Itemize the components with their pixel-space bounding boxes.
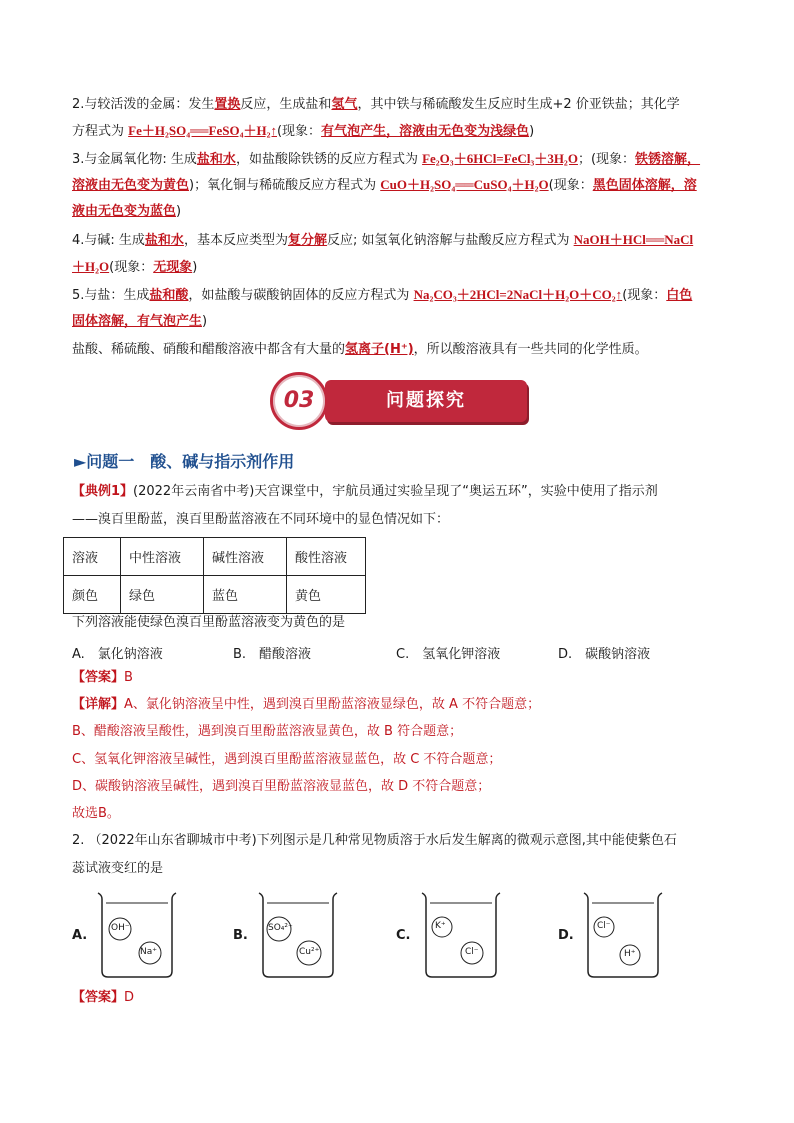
table-cell: 颜色 bbox=[64, 576, 121, 614]
text: (现象： bbox=[109, 260, 154, 275]
equation-fill: Fe＋H₂SO₄══FeSO₄＋H₂↑ bbox=[128, 123, 277, 138]
paragraph-4-line-1 bbox=[72, 231, 693, 250]
example-1-question: 下列溶液能使绿色溴百里酚蓝溶液变为黄色的是 bbox=[72, 615, 346, 630]
text: ) bbox=[176, 204, 182, 219]
table-row bbox=[64, 576, 366, 614]
phenomenon-fill: 固体溶解，有气泡产生 bbox=[72, 314, 203, 329]
ion-label: Cu²⁺ bbox=[299, 947, 320, 957]
detail-line-c: C、氢氧化钾溶液呈碱性，遇到溴百里酚蓝溶液显蓝色，故 C 不符合题意； bbox=[72, 752, 502, 767]
table-cell: 黄色 bbox=[287, 576, 366, 614]
detail-conclusion: 故选B。 bbox=[72, 806, 120, 821]
answer-fill: 盐和水 bbox=[196, 152, 236, 167]
example-tag: 【典例1】 bbox=[72, 484, 134, 499]
answer-value: B bbox=[124, 670, 133, 685]
paragraph-3-line-1 bbox=[72, 150, 700, 169]
table-row bbox=[64, 538, 366, 576]
option-c[interactable]: C. 氢氧化钾溶液 bbox=[396, 647, 501, 662]
beaker-b bbox=[255, 889, 339, 979]
example-1-line-2: ——溴百里酚蓝，溴百里酚蓝溶液在不同环境中的显色情况如下： bbox=[72, 512, 450, 527]
beaker-d-label[interactable]: D. bbox=[558, 928, 574, 943]
beaker-c-label[interactable]: C. bbox=[396, 928, 411, 943]
ion-label: Na⁺ bbox=[140, 947, 157, 957]
text: ，基本反应类型为 bbox=[183, 233, 288, 248]
detail-line-a bbox=[72, 696, 540, 714]
text: (现象： bbox=[548, 178, 593, 193]
text: (现象： bbox=[276, 124, 322, 139]
detail-tag: 【详解】 bbox=[72, 697, 125, 712]
text: ) bbox=[192, 260, 198, 275]
banner-number: 03 bbox=[283, 388, 315, 413]
answer-value: D bbox=[124, 990, 135, 1005]
paragraph-3-line-3 bbox=[72, 203, 181, 221]
ion-label: OH⁻ bbox=[111, 923, 130, 933]
equation-fill: Na₂CO₃＋2HCl=2NaCl＋H₂O＋CO₂↑ bbox=[413, 287, 623, 302]
ion-label: Cl⁻ bbox=[465, 947, 479, 957]
text: )；氧化铜与稀硫酸反应方程式为 bbox=[189, 178, 381, 193]
text: ，如盐酸与碳酸钠固体的反应方程式为 bbox=[188, 288, 414, 303]
beaker-icon bbox=[94, 889, 178, 979]
text: ；(现象： bbox=[577, 152, 636, 167]
table-cell: 酸性溶液 bbox=[287, 538, 366, 576]
beaker-icon bbox=[580, 889, 664, 979]
text: A、氯化钠溶液呈中性，遇到溴百里酚蓝溶液显绿色，故 A 不符合题意； bbox=[124, 697, 541, 712]
banner-title: 问题探究 bbox=[386, 390, 466, 411]
text: (现象： bbox=[622, 288, 667, 303]
table-cell: 蓝色 bbox=[204, 576, 287, 614]
answer-fill: 复分解 bbox=[287, 233, 327, 248]
table-cell: 中性溶液 bbox=[121, 538, 204, 576]
answer-tag: 【答案】 bbox=[72, 670, 125, 685]
text: 3.与金属氧化物: 生成 bbox=[72, 152, 197, 167]
color-table bbox=[63, 537, 366, 614]
text: 2.与较活泼的金属：发生 bbox=[72, 97, 215, 112]
answer-fill: 盐和水 bbox=[144, 233, 184, 248]
text: ，所以酸溶液具有一些共同的化学性质。 bbox=[413, 342, 648, 357]
equation-fill: NaOH＋HCl══NaCl bbox=[573, 232, 694, 247]
text: ，其中铁与稀硫酸发生反应时生成+2 价亚铁盐；其化学 bbox=[357, 97, 680, 112]
beaker-c bbox=[418, 889, 502, 979]
answer-tag: 【答案】 bbox=[72, 990, 125, 1005]
answer-fill: 氢离子(H⁺) bbox=[345, 342, 414, 357]
section-banner bbox=[270, 372, 530, 428]
equation-fill: CuO＋H₂SO₄══CuSO₄＋H₂O bbox=[380, 177, 549, 192]
beaker-d bbox=[580, 889, 664, 979]
text: 盐酸、稀硫酸、硝酸和醋酸溶液中都含有大量的 bbox=[72, 342, 346, 357]
table-cell: 溶液 bbox=[64, 538, 121, 576]
phenomenon-fill: 有气泡产生，溶液由无色变为浅绿色 bbox=[321, 124, 530, 139]
ion-label: SO₄²⁻ bbox=[268, 923, 293, 933]
beaker-icon bbox=[255, 889, 339, 979]
beaker-b-label[interactable]: B. bbox=[233, 928, 248, 943]
option-b[interactable]: B. 醋酸溶液 bbox=[233, 647, 312, 662]
paragraph-5-line-2 bbox=[72, 313, 207, 331]
text: ) bbox=[202, 314, 208, 329]
question-title: ►问题一 酸、碱与指示剂作用 bbox=[74, 452, 295, 471]
ion-label: K⁺ bbox=[435, 921, 446, 931]
answer-fill: 置换 bbox=[214, 97, 241, 112]
beaker-icon bbox=[418, 889, 502, 979]
text: 5.与盐：生成 bbox=[72, 288, 150, 303]
paragraph-4-line-2 bbox=[72, 258, 197, 277]
summary-line bbox=[72, 341, 648, 359]
detail-line-d: D、碳酸钠溶液呈碱性，遇到溴百里酚蓝溶液显蓝色，故 D 不符合题意； bbox=[72, 779, 491, 794]
table-cell: 绿色 bbox=[121, 576, 204, 614]
paragraph-5-line-1 bbox=[72, 286, 692, 305]
text: 方程式为 bbox=[72, 124, 129, 139]
option-a[interactable]: A. 氯化钠溶液 bbox=[72, 647, 163, 662]
text: ，如盐酸除铁锈的反应方程式为 bbox=[235, 152, 423, 167]
equation-fill: Fe₂O₃＋6HCl=FeCl₃＋3H₂O bbox=[422, 151, 578, 166]
text: 反应，生成盐和 bbox=[240, 97, 332, 112]
paragraph-3-line-2 bbox=[72, 176, 697, 195]
detail-line-b: B、醋酸溶液呈酸性，遇到溴百里酚蓝溶液显黄色，故 B 符合题意； bbox=[72, 724, 463, 739]
example-2-line-2: 蕊试液变红的是 bbox=[72, 861, 164, 876]
example-1-line-1 bbox=[72, 483, 658, 501]
equation-fill: ＋H₂O bbox=[72, 259, 110, 274]
phenomenon-fill: 液由无色变为蓝色 bbox=[72, 204, 177, 219]
beaker-a bbox=[94, 889, 178, 979]
table-cell: 碱性溶液 bbox=[204, 538, 287, 576]
answer-fill: 盐和酸 bbox=[149, 288, 189, 303]
paragraph-2-line-2 bbox=[72, 122, 534, 141]
paragraph-2-line-1 bbox=[72, 96, 680, 114]
phenomenon-fill: 铁锈溶解， bbox=[635, 152, 701, 167]
text: 4.与碱: 生成 bbox=[72, 233, 145, 248]
example-2-answer bbox=[72, 989, 134, 1007]
phenomenon-fill: 黑色固体溶解，溶 bbox=[592, 178, 697, 193]
phenomenon-fill: 溶液由无色变为黄色 bbox=[72, 178, 190, 193]
ion-label: H⁺ bbox=[624, 949, 636, 959]
text: 反应; 如氢氧化钠溶解与盐酸反应方程式为 bbox=[326, 233, 574, 248]
example-2-line-1: 2. （2022年山东省聊城市中考)下列图示是几种常见物质溶于水后发生解离的微观示意图,其中能使紫色石 bbox=[72, 833, 677, 848]
option-d[interactable]: D. 碳酸钠溶液 bbox=[558, 647, 651, 662]
phenomenon-fill: 无现象 bbox=[153, 260, 193, 275]
answer-fill: 氢气 bbox=[331, 97, 358, 112]
example-1-answer bbox=[72, 669, 133, 687]
phenomenon-fill: 白色 bbox=[666, 288, 693, 303]
ion-label: Cl⁻ bbox=[597, 921, 611, 931]
text: ) bbox=[529, 124, 535, 139]
beaker-a-label[interactable]: A. bbox=[72, 928, 88, 943]
text: (2022年云南省中考)天宫课堂中，宇航员通过实验呈现了“奥运五环”，实验中使用了指示剂 bbox=[133, 484, 658, 499]
